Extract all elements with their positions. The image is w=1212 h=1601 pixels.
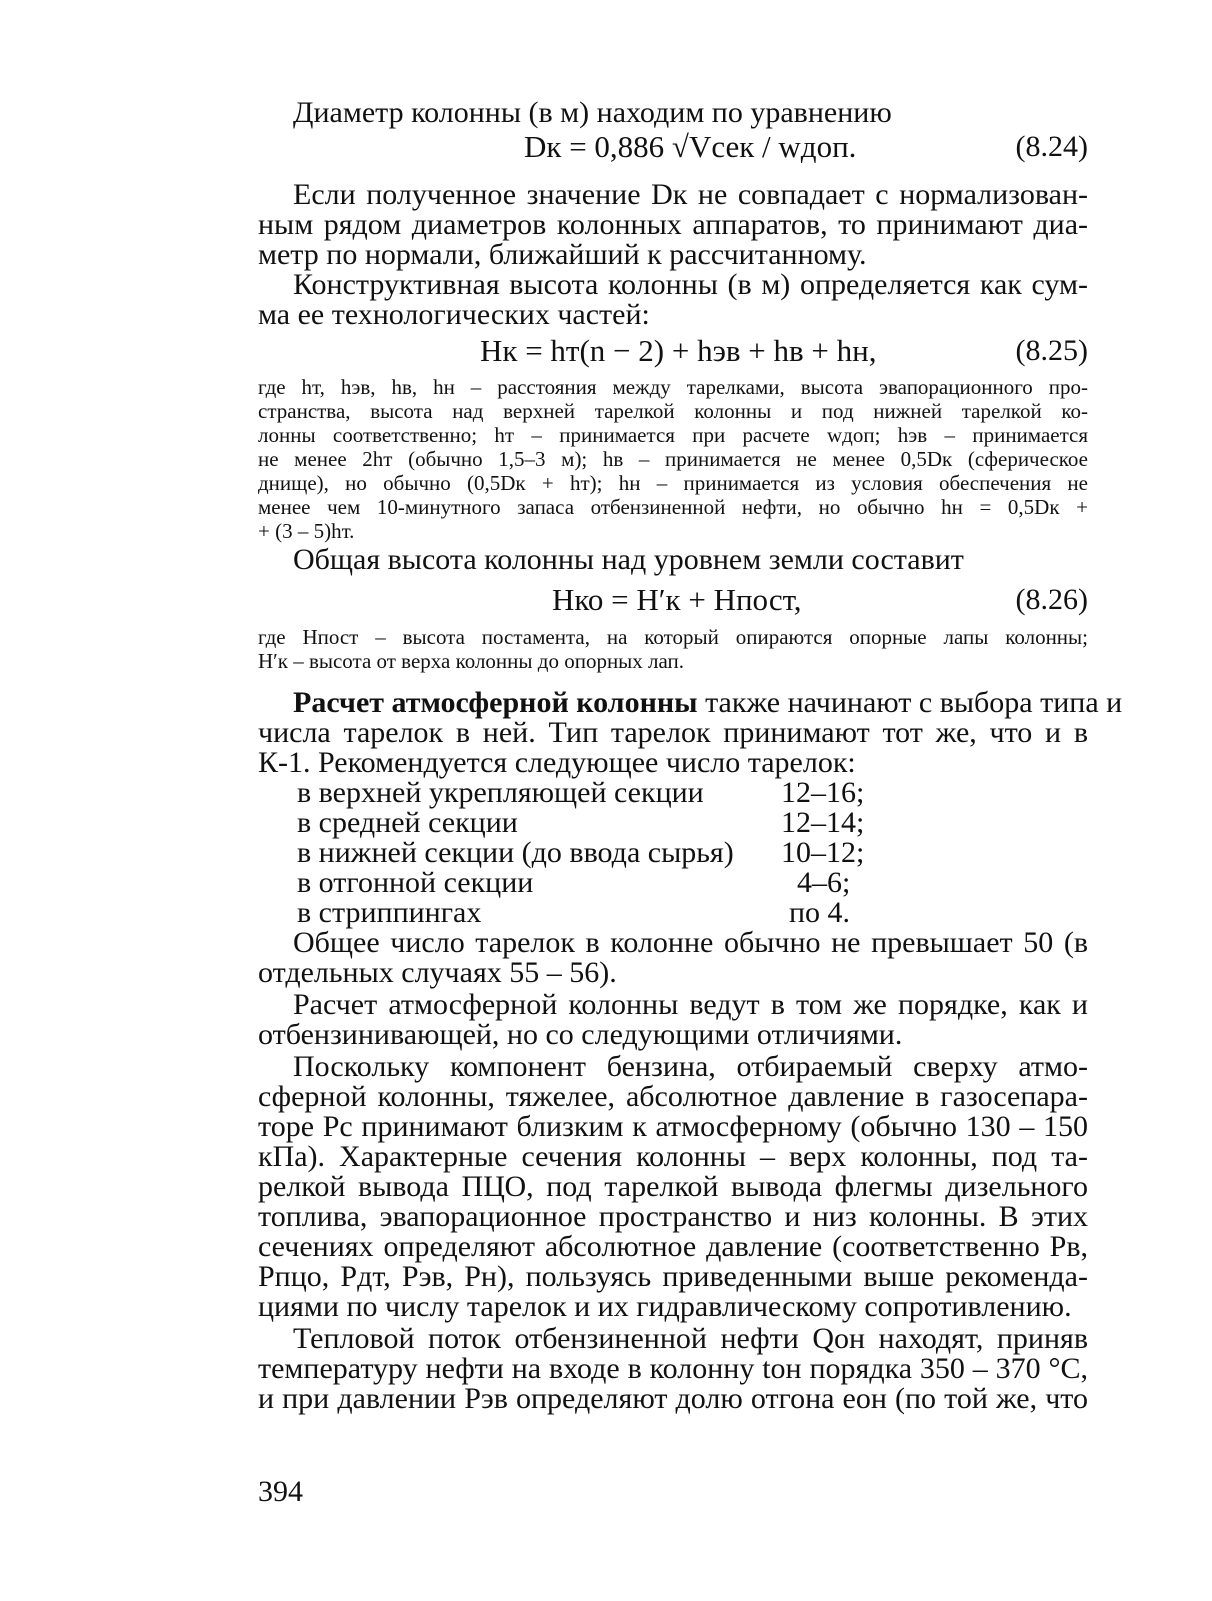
para7-line: кПа). Характерные сечения колонны – верх колонны, под та- (258, 1140, 1088, 1173)
para6-line: отбензинивающей, но со следующими отличиями. (258, 1018, 903, 1051)
para6-line: Расчет атмосферной колонны ведут в том же порядке, как и (293, 988, 1088, 1021)
para7-line: Поскольку компонент бензина, отбираемый сверху атмо- (293, 1050, 1088, 1083)
para8-line: и при давлении Pэв определяют долю отгона eон (по той же, что (258, 1382, 1088, 1415)
para1-line: ным рядом диаметров колонных аппаратов, то принимают диа- (258, 208, 1088, 241)
tray-value: 4–6; (797, 866, 851, 899)
para7-line: торе Pс принимают близким к атмосферному (обычно 130 – 150 (258, 1110, 1088, 1143)
para1-line: метр по нормали, ближайший к рассчитанному. (258, 238, 867, 271)
para2-line: Конструктивная высота колонны (в м) определяется как сум- (293, 268, 1088, 301)
tray-label: в нижней секции (до ввода сырья) (297, 836, 734, 869)
para7-line: сечениях определяют абсолютное давление (соответственно Pв, (258, 1230, 1088, 1263)
note1-line: менее чем 10-минутного запаса отбензиненной нефти, но обычно hн = 0,5Dк + (258, 495, 1088, 519)
tray-value: 12–16; (781, 776, 865, 809)
eq824-intro: Диаметр колонны (в м) находим по уравнению (293, 96, 892, 129)
note1-line: не менее 2hт (обычно 1,5–3 м); hв – принимается не менее 0,5Dк (сферическое (258, 447, 1088, 471)
note1-line: + (3 – 5)hт. (258, 519, 355, 543)
equation-number-8-26: (8.26) (1015, 583, 1088, 616)
formula-8-25: Hк = hт(n − 2) + hэв + hв + hн, (480, 333, 877, 368)
equation-number-8-24: (8.24) (1015, 130, 1088, 163)
note1-line: где hт, hэв, hв, hн – расстояния между тарелками, высота эвапорационного про- (258, 375, 1088, 399)
tray-label: в верхней укрепляющей секции (297, 776, 704, 809)
para4-line: К-1. Рекомендуется следующее число тарелок: (258, 746, 856, 779)
note1-line: лонны соответственно; hт – принимается при расчете wдоп; hэв – принимается (258, 423, 1088, 447)
note1-line: днище), но обычно (0,5Dк + hт); hн – принимается из условия обеспечения не (258, 471, 1088, 495)
tray-label: в средней секции (297, 806, 518, 839)
para8-line: Тепловой поток отбензиненной нефти Qон находят, приняв (293, 1322, 1088, 1355)
para4-line1-rest: также начинают с выбора типа и (697, 686, 1123, 719)
tray-label: в отгонной секции (297, 866, 534, 899)
tray-value: 10–12; (781, 836, 865, 869)
tray-label: в стриппингах (297, 896, 482, 929)
para1-line: Если полученное значение Dк не совпадает с нормализован- (293, 178, 1088, 211)
para7-line: топлива, эвапорационное пространство и низ колонны. В этих (258, 1200, 1088, 1233)
para7-line: Pпцо, Pдт, Pэв, Pн), пользуясь приведенными выше рекоменда- (258, 1260, 1088, 1293)
para7-line: сферной колонны, тяжелее, абсолютное давление в газосепара- (258, 1080, 1088, 1113)
para5-line: отдельных случаях 55 – 56). (258, 956, 617, 989)
para4-line: числа тарелок в ней. Тип тарелок принимают тот же, что и в (258, 716, 1088, 749)
para4-line (293, 686, 1123, 719)
note2-line: где Hпост – высота постамента, на который опираются опорные лапы колонны; (258, 625, 1088, 649)
equation-number-8-25: (8.25) (1015, 334, 1088, 367)
para7-line: циями по числу тарелок и их гидравлическому сопротивлению. (258, 1290, 1072, 1323)
note1-line: странства, высота над верхней тарелкой колонны и под нижней тарелкой ко- (258, 399, 1088, 423)
para5-line: Общее число тарелок в колонне обычно не превышает 50 (в (293, 926, 1088, 959)
para8-line: температуру нефти на входе в колонну tон порядка 350 – 370 °С, (258, 1352, 1088, 1385)
formula-8-24: Dк = 0,886 √Vсек / wдоп. (524, 129, 857, 164)
para2-line: ма ее технологических частей: (258, 298, 650, 331)
page-number: 394 (258, 1475, 303, 1508)
tray-value: 12–14; (781, 806, 865, 839)
para4-bold-lead: Расчет атмосферной колонны (293, 686, 698, 719)
para7-line: релкой вывода ПЦО, под тарелкой вывода флегмы дизельного (258, 1170, 1088, 1203)
formula-8-26: Hко = H′к + Hпост, (552, 582, 802, 617)
para3-line: Общая высота колонны над уровнем земли составит (293, 543, 964, 576)
note2-line: H′к – высота от верха колонны до опорных лап. (258, 649, 685, 673)
tray-value: по 4. (789, 896, 851, 929)
